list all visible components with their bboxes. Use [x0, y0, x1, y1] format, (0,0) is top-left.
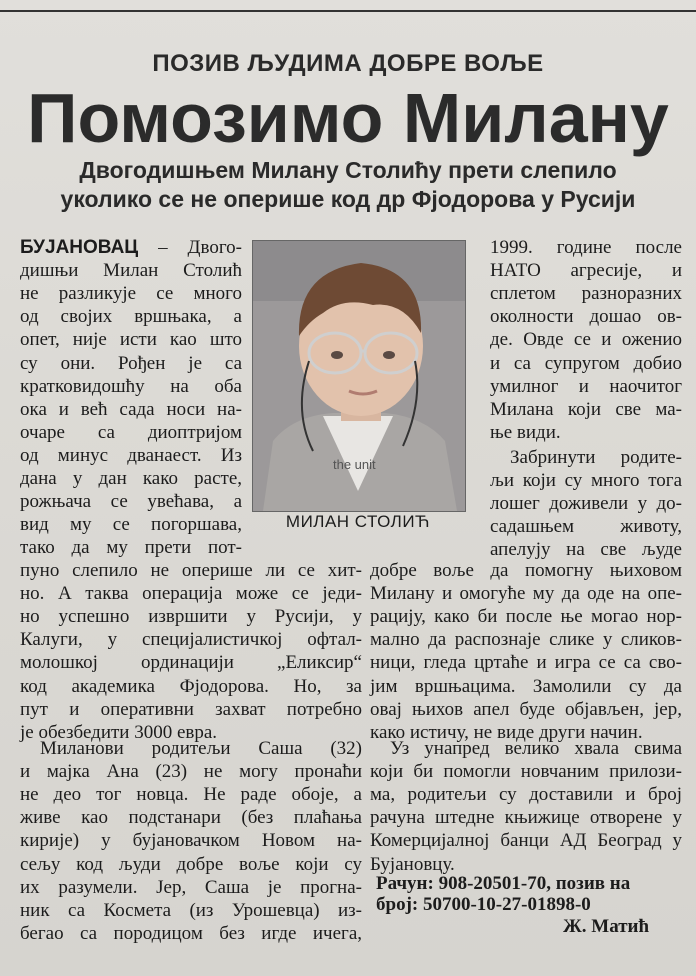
- text-line: Бујановцу.: [370, 853, 455, 875]
- subhead-line: уколико се не оперише код др Фјодорова у Русији: [60, 186, 636, 212]
- text-line: Миланови родитељи Саша (32): [40, 738, 362, 759]
- text-line: НАТО агресије, и: [490, 260, 682, 282]
- account-number: Рачун: 908-20501-70, позив на: [376, 873, 631, 894]
- reference-number: број: 50700-10-27-01898-0: [376, 894, 591, 915]
- text-line: но. А таква операција може се једи-: [20, 583, 362, 605]
- article-subhead: [0, 156, 696, 214]
- text-line: кирије) у бујановачком Новом на-: [20, 830, 362, 852]
- text-line: од својих вршњака, а: [20, 306, 242, 328]
- article-headline: Помозимо Милану: [27, 79, 669, 157]
- text-line: кратковидошћу на оба: [20, 375, 242, 397]
- text-line: и са супругом добио: [490, 352, 682, 374]
- text-line: и мајка Ана (23) не могу пронаћи: [20, 761, 362, 783]
- text-line: Уз унапред велико хвала свима: [390, 738, 682, 759]
- text-line: рожњача се увећава, а: [20, 491, 242, 513]
- text-line: очаре са диоптријом: [20, 421, 242, 443]
- text-line: који би помогли новчаним прилози-: [370, 761, 682, 783]
- text-line: апелују на све људе: [490, 539, 682, 561]
- text-line: Калуги, у специјалистичкој офтал-: [20, 629, 362, 651]
- author-byline: Ж. Матић: [563, 916, 650, 937]
- text-line: тако да му прети пот-: [20, 537, 242, 559]
- text-line: како истичу, не виде други начин.: [370, 721, 643, 743]
- text-line: живе као подстанари (без плаћања: [20, 807, 362, 829]
- text-line-rest: – Двого-: [138, 237, 242, 258]
- text-line: умилног и наочитог: [490, 375, 682, 397]
- text-line: рацију, како би после ње могао нор-: [370, 606, 682, 628]
- text-line: добре воље да помогну њиховом: [370, 560, 682, 581]
- text-line: лошег доживели у до-: [490, 493, 682, 515]
- text-line: дана у дан како расте,: [20, 468, 242, 489]
- text-line: околности дошао ов-: [490, 306, 682, 328]
- text-line: не део тог новца. Не раде обоје, а: [20, 784, 362, 806]
- top-rule: [0, 10, 696, 12]
- subhead-line: Двогодишњем Милану Столићу прети слепило: [79, 157, 617, 183]
- text-line: вид му се погоршава,: [20, 514, 242, 536]
- text-line: рачуна штедне књижице отворене у: [370, 807, 682, 829]
- text-line: их разумели. Јер, Саша је прогна-: [20, 876, 362, 898]
- text-line: 1999. године после: [490, 237, 682, 258]
- text-line: де. Овде се и оженио: [490, 329, 682, 351]
- text-line: опет, није исти као што: [20, 329, 242, 351]
- text-line: но успешно извршити у Русији, у: [20, 606, 362, 628]
- text-line: дишњи Милан Столић: [20, 260, 242, 282]
- child-photo: [252, 240, 466, 512]
- text-line: Комерцијалној банци АД Београд у: [370, 830, 682, 852]
- text-line: мално да распознаје слике у сликов-: [370, 629, 682, 651]
- article-kicker: ПОЗИВ ЉУДИМА ДОБРЕ ВОЉЕ: [152, 50, 544, 77]
- photo-caption: МИЛАН СТОЛИЋ: [285, 512, 431, 531]
- text-line: ник са Космета (из Урошевца) из-: [20, 899, 362, 921]
- text-line: [20, 236, 242, 259]
- text-line: Милану и омогуће му да оде на опе-: [370, 583, 682, 605]
- text-line: бегао са породицом без игде ичега,: [20, 922, 362, 944]
- text-line: сплетом разноразних: [490, 283, 682, 305]
- text-line: љи који су много тога: [490, 470, 682, 492]
- text-line: јим вршњацима. Замолили су да: [370, 675, 682, 697]
- text-line: молошкој ординацији „Еликсир“: [20, 652, 362, 674]
- text-line: не разликује се много: [20, 283, 242, 305]
- text-line: пуно слепило не оперише ли се хит-: [20, 560, 362, 581]
- text-line: сељу код људи добре воље који су: [20, 853, 362, 875]
- child-portrait-image: [253, 241, 465, 511]
- text-line: ници, гледа цртаће и игра се са сво-: [370, 652, 682, 674]
- text-line: ока и већ сада носи на-: [20, 398, 242, 420]
- text-line: од минус дванаест. Из: [20, 444, 242, 466]
- text-line: су они. Рођен је са: [20, 352, 242, 374]
- text-line: Милана који све ма-: [490, 398, 682, 420]
- text-line: код академика Фјодорова. Но, за: [20, 675, 362, 697]
- text-line: ма, родитељи су доставили и број: [370, 784, 682, 806]
- text-line: садашњем животу,: [490, 516, 682, 538]
- text-line: овај њихов апел буде објављен, јер,: [370, 698, 682, 720]
- text-line: ње види.: [490, 421, 561, 443]
- text-line: Забринути родите-: [510, 447, 682, 468]
- text-line: је обезбедити 3000 евра.: [20, 721, 218, 743]
- shirt-print: the unit: [333, 457, 376, 472]
- dateline: БУЈАНОВАЦ: [20, 237, 139, 258]
- text-line: пут и оперативни захват потребно: [20, 698, 362, 720]
